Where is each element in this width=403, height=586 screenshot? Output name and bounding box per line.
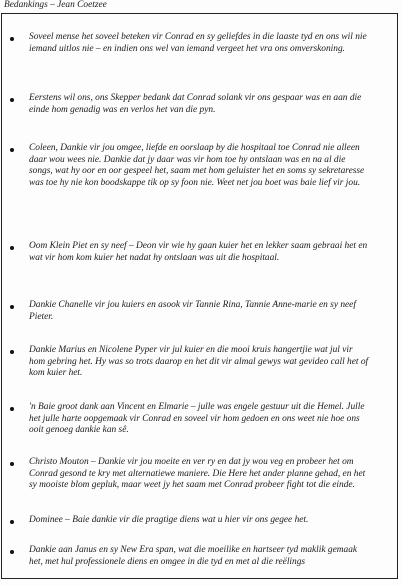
list-item-text: Eerstens wil ons, ons Skepper bedank dat Conrad solank vir ons gespaar was en aan die einde hom genadig was en verlos het van die pyn. (29, 93, 362, 115)
list-item-text: Christo Mouton – Dankie vir jou moeite en ver ry en dat jy wou veg en probeer het om Conrad gesond te kry met alternatiewe maniere. Die Here het ander planne gehad, en het sy mooiste blom gepluk, maar weet jy het saam met Conrad probeer fight tot die einde. (29, 457, 366, 491)
bullet-icon (10, 148, 14, 152)
bullet-icon (10, 37, 14, 41)
list-item-text: Dankie aan Janus en sy New Era span, wat die moeilike en hartseer tyd maklik gemaak het, met hul professionele diens en omgee in die tyd en met al die reëlings (29, 545, 358, 567)
list-item-text: Soveel mense het soveel beteken vir Conrad en sy geliefdes in die laaste tyd en ons wil nie iemand uitlos nie – en indien ons wel van iemand vergeet het vra ons omverskoning. (29, 32, 367, 54)
list-item-text: Dankie Chanelle vir jou kuiers en asook vir Tannie Rina, Tannie Anne-marie en sy neef Pieter. (29, 300, 356, 322)
list-item-text: Dankie Marius en Nicolene Pyper vir jul kuier en die mooi kruis hangertjie wat jul vir hom gebring het. Hy was so trots daarop en het dit vir almal gewys wat gevideo call het of kom kuier het. (29, 345, 369, 379)
list-item-text: Oom Klein Piet en sy neef – Deon vir wie hy gaan kuier het en lekker saam gebraai het en wat vir hom kom kuier het nadat hy ontslaan was uit die hospitaal. (29, 241, 368, 263)
bullet-icon (10, 550, 14, 554)
bullet-icon (10, 520, 14, 524)
bullet-icon (10, 98, 14, 102)
list-item-text: Dominee – Baie dankie vir die pragtige diens wat u hier vir ons gegee het. (29, 515, 309, 525)
list-item-text: 'n Baie groot dank aan Vincent en Elmarie – julle was engele gestuur uit die Hemel. Julle het julle harte oopgemaak vir Conrad en soveel vir hom gedoen en ons weet nie hoe ons ooit genoeg dankie kan sê. (29, 402, 365, 436)
bullet-icon (10, 462, 14, 466)
bullet-icon (10, 350, 14, 354)
list-item-text: Coleen, Dankie vir jou omgee, liefde en oorslaap by die hospitaal toe Conrad nie alleen daar wou wees nie. Dankie dat jy daar was vir hom toe hy ontslaan was en na al die songs, wat hy oor en oor gespeel het, saam met hom geluister het en soms sy sekretaresse was toe hy nie kon boodskappe tik op sy foon nie. Weet net jou boet was baie lief vir jou. (29, 143, 365, 188)
bullet-icon (10, 407, 14, 411)
bullet-icon (10, 305, 14, 309)
bullet-icon (10, 246, 14, 250)
document-title: Bedankings – Jean Coetzee (4, 0, 107, 10)
